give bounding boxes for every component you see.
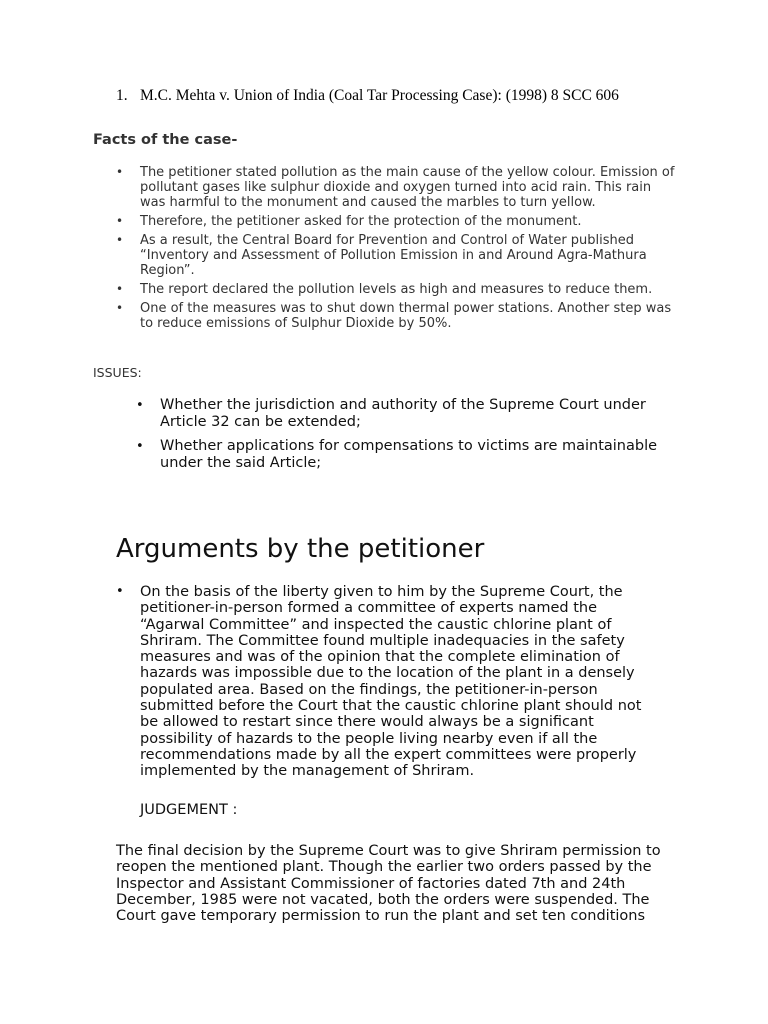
judgement-paragraph: The final decision by the Supreme Court was to give Shriram permission to reopen the mentioned plant. Though the earlier two orders passed by the Inspector and Assistant Commissioner of factories dated 7th and 24th December, 1985 were not vacated, both the orders were suspended. The Court gave temporary permission to run the plant and set ten conditions bbox=[116, 843, 661, 925]
facts-list-item: • Therefore, the petitioner asked for the protection of the monument. bbox=[116, 214, 676, 229]
facts-list-item: • The report declared the pollution levels as high and measures to reduce them. bbox=[116, 282, 676, 297]
facts-heading: Facts of the case- bbox=[93, 132, 238, 148]
case-citation bbox=[116, 87, 619, 105]
facts-list-item: • As a result, the Central Board for Prevention and Control of Water published “Inventory and Assessment of Pollution Emission in and Around Agra-Mathura Region”. bbox=[116, 233, 676, 278]
issues-heading: ISSUES: bbox=[93, 365, 142, 380]
case-title-text: M.C. Mehta v. Union of India (Coal Tar Processing Case): (1998) 8 SCC 606 bbox=[140, 87, 619, 104]
arguments-list-item: • On the basis of the liberty given to him by the Supreme Court, the petitioner-in-person formed a committee of experts named the “Agarwal Committee” and inspected the caustic chlorine plant of Shriram. The Committee found multiple inadequacies in the safety measures and was of the opinion that the complete elimination of hazards was impossible due to the location of the plant in a densely populated area. Based on the findings, the petitioner-in-person submitted before the Court that the caustic chlorine plant should not be allowed to restart since there would always be a significant possibility of hazards to the people living nearby even if all the recommendations made by all the expert committees were properly implemented by the management of Shriram. bbox=[116, 584, 661, 780]
issues-list-item: • Whether applications for compensations to victims are maintainable under the said Article; bbox=[136, 438, 696, 472]
issues-list bbox=[136, 397, 696, 479]
facts-list-item: • One of the measures was to shut down thermal power stations. Another step was to reduce emissions of Sulphur Dioxide by 50%. bbox=[116, 301, 676, 331]
judgement-label: JUDGEMENT : bbox=[140, 802, 238, 818]
issues-list-item: • Whether the jurisdiction and authority of the Supreme Court under Article 32 can be extended; bbox=[136, 397, 696, 431]
case-number: 1. bbox=[116, 87, 128, 104]
arguments-heading: Arguments by the petitioner bbox=[116, 534, 485, 564]
arguments-list bbox=[116, 584, 661, 780]
facts-list bbox=[116, 165, 676, 335]
facts-list-item: • The petitioner stated pollution as the main cause of the yellow colour. Emission of pollutant gases like sulphur dioxide and oxygen turned into acid rain. This rain was harmful to the monument and caused the marbles to turn yellow. bbox=[116, 165, 676, 210]
